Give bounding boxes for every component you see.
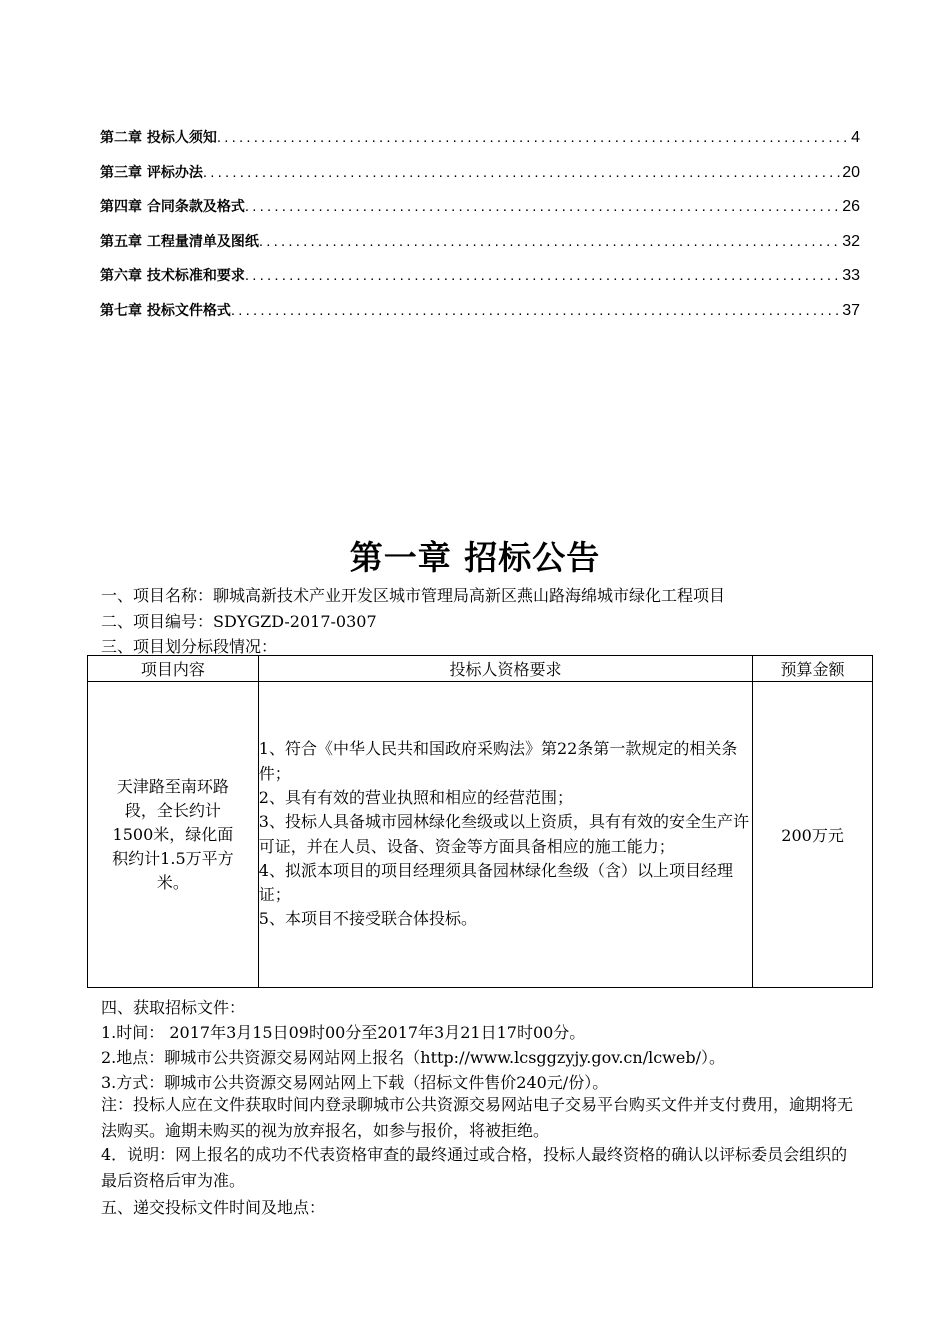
toc-entry-page: 33 [842,267,860,285]
obtain-note: 注：投标人应在文件获取时间内登录聊城市公共资源交易网站电子交易平台购买文件并支付费用，逾期将无法购买。逾期未购买的视为放弃报名，如参与报价，将被拒绝。 [101,1095,854,1140]
toc-entry-title: 第二章 投标人须知 [100,130,217,146]
toc-entry-page: 37 [842,301,860,319]
bid-section-table [87,655,873,988]
requirement-item: 5、本项目不接受联合体投标。 [258,909,477,929]
budget-cell: 200万元 [753,682,873,988]
obtain-time: 1.时间： 2017年3月15日09时00分至2017年3月21日17时00分。 [101,1023,586,1042]
toc-entry[interactable] [100,231,860,266]
requirement-item: 1、符合《中华人民共和国政府采购法》第22条第一款规定的相关条件； [258,739,738,783]
toc-entry-page: 32 [842,232,860,250]
project-content-line: 天津路至南环路 [116,776,229,796]
project-content-line: 1500米，绿化面 [112,824,234,844]
project-content-line: 米。 [156,872,189,892]
toc-leader-dots [231,302,840,319]
obtain-heading: 四、获取招标文件： [101,998,246,1017]
toc-entry-title: 第四章 合同条款及格式 [100,199,245,216]
toc-entry[interactable] [100,127,860,162]
toc-entry-title: 第三章 评标办法 [100,164,203,181]
chapter-heading: 第一章 招标公告 [349,538,601,577]
project-name-line: 一、项目名称：聊城高新技术产业开发区城市管理局高新区燕山路海绵城市绿化工程项目 [101,586,726,605]
project-content-line: 段，全长约计 [124,800,221,820]
toc-leader-dots [259,233,840,250]
obtain-explain: 4．说明：网上报名的成功不代表资格审查的最终通过或合格，投标人最终资格的确认以评标委员会组织的最后资格后审为准。 [101,1145,848,1190]
requirement-item: 4、拟派本项目的项目经理须具备园林绿化叁级（含）以上项目经理证； [258,860,733,905]
table-row [88,682,873,988]
table-header-cell: 项目内容 [88,656,259,682]
requirement-item: 3、投标人具备城市园林绿化叁级或以上资质，具有有效的安全生产许可证，并在人员、设备、资金等方面具备相应的施工能力； [258,812,749,856]
table-header-cell: 预算金额 [753,656,873,682]
toc-leader-dots [203,164,840,181]
table-header-cell: 投标人资格要求 [258,656,752,682]
project-code-line: 二、项目编号：SDYGZD-2017-0307 [101,612,377,631]
toc-entry[interactable] [100,300,860,335]
toc-entry-title: 第六章 技术标准和要求 [100,268,245,285]
toc-entry-page: 20 [842,163,860,181]
toc-entry-title: 第五章 工程量清单及图纸 [100,233,259,250]
toc-entry[interactable] [100,162,860,197]
qualification-requirements-cell [258,682,752,988]
toc-leader-dots [245,267,840,284]
table-of-contents [100,127,860,335]
project-sections-line: 三、项目划分标段情况： [101,637,278,656]
project-content-cell [88,682,259,988]
toc-leader-dots [245,198,840,215]
submit-heading: 五、递交投标文件时间及地点： [101,1198,326,1217]
obtain-method: 3.方式：聊城市公共资源交易网站网上下载（招标文件售价240元/份）。 [101,1073,609,1092]
project-content-line: 积约计1.5万平方 [112,848,234,868]
toc-entry-title: 第七章 投标文件格式 [100,302,231,319]
table-header-row [88,656,873,682]
toc-entry[interactable] [100,265,860,300]
toc-entry-page: 26 [842,198,860,216]
requirement-item: 2、具有有效的营业执照和相应的经营范围； [258,787,573,807]
toc-entry-page: 4 [851,129,860,146]
toc-entry[interactable] [100,196,860,231]
obtain-place: 2.地点：聊城市公共资源交易网站网上报名（http://www.lcsggzyjy.gov.cn/lcweb/）。 [101,1048,725,1067]
toc-leader-dots [217,129,849,146]
